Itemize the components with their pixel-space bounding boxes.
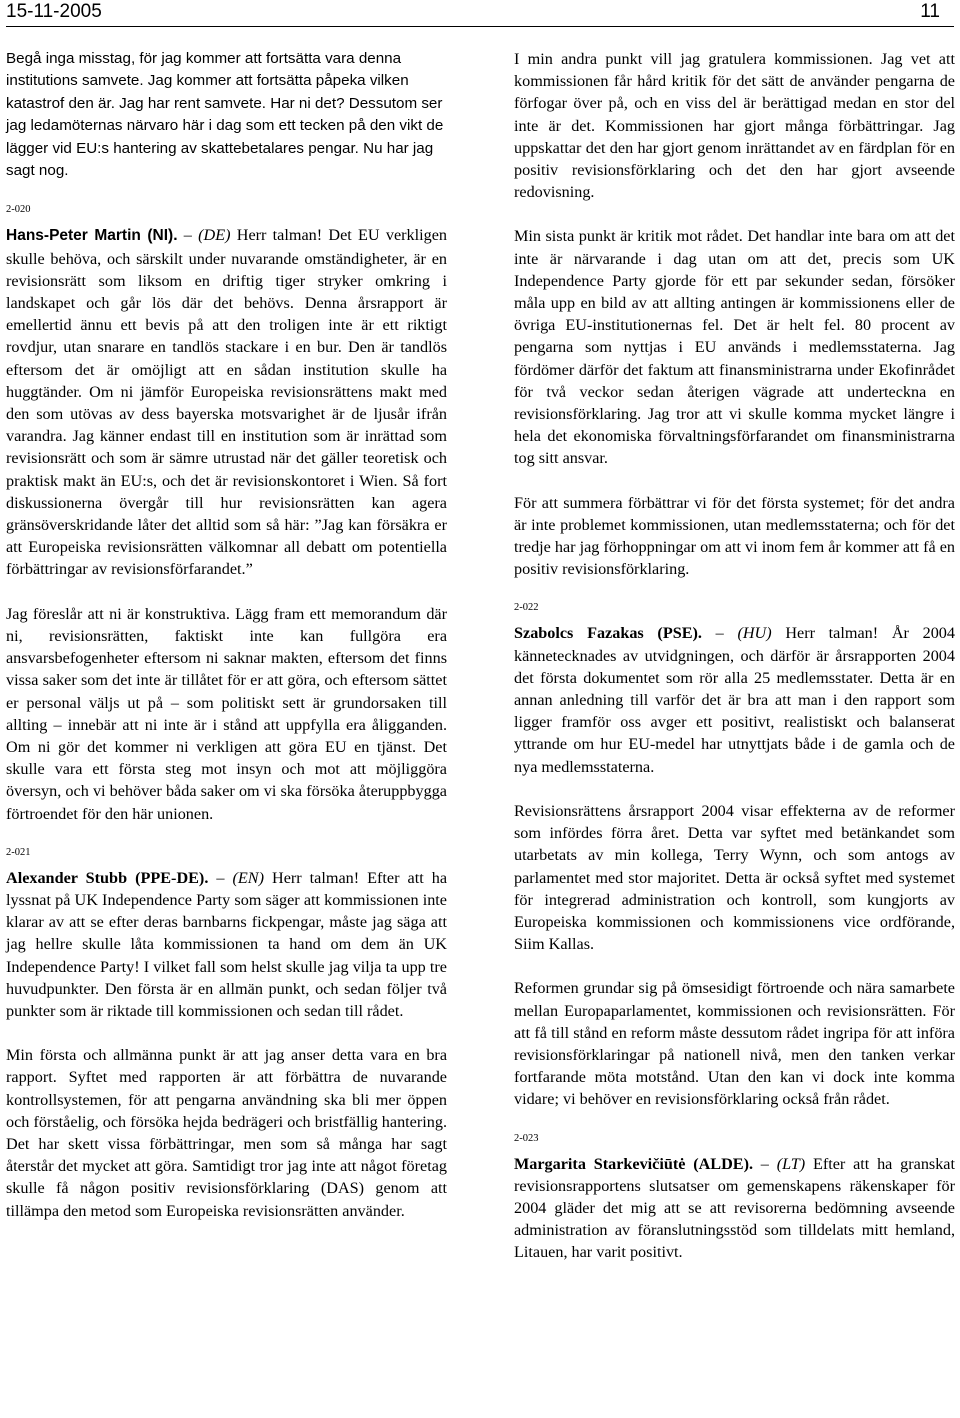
paragraph — [514, 622, 955, 777]
page-date: 15-11-2005 — [6, 1, 102, 22]
item-number: 2-023 — [514, 1132, 539, 1144]
paragraph: Min första och allmänna punkt är att jag anser detta vara en bra rapport. Syftet med rapporten är att förbättra de nuvarande kontrollsystemen, för att pengarna användning ska bli mer öppen och förståelig, och försöka hejda bedrägeri och bristfällig hantering. Det har skett vissa förbättringar, men som så många har sagt återstår det mycket att göra. Samtidigt tror jag inte att något företag skulle få någon positiv revisionsförklaring (DAS) genom att tillämpa den metod som Europeiska revisionsrätten använder. — [6, 1046, 447, 1220]
paragraph: I min andra punkt vill jag gratulera kommissionen. Jag vet att kommissionen får hård kritik för det sätt de använder pengarna de förfogar över på, och en viss del är berättigad medan en stor del inte är det. Kommissionen har gjort många förbättringar. Jag uppskattar det den har gjort genom inrättandet av en färdplan för en positiv revisionsförklaring och det den har gjort avseende redovisning. — [514, 50, 955, 202]
speaker-name: Alexander Stubb (PPE-DE). — [6, 868, 209, 887]
paragraph: För att summera förbättrar vi för det första systemet; för det andra är inte problemet kommissionen, utan medlemsstaterna; och för det tredje har jag förhoppningar om att vi inom fem år kommer att få en positiv revisionsförklaring. — [514, 493, 955, 579]
dash: – — [701, 624, 738, 643]
speech-2-020 — [6, 204, 447, 824]
paragraph: Reformen grundar sig på ömsesidigt förtroende och nära samarbete mellan Europaparlamentet, kommissionen och revisionsrätten. För att få till stånd en reform måste dessutom rådet ingripa för att införa revisionsförklaringar på nationell nivå, men den tanken verkar fortfarande möta motstånd. Utan den kan vi dock inte komma vidare; vi behöver en revisionsförklaring också från rådet. — [514, 979, 955, 1109]
paragraph: Min sista punkt är kritik mot rådet. Det handlar inte bara om att det inte är närvarande i dag utan om att det, precis som UK Independence Party gjorde för ett par sekunder sedan, försöker måla upp en bild av att allting antingen är kommissionens eller de övriga EU-institutionernas fel. Det är helt fel. 80 procent av pengarna som nyttjas i EU används i medlemsstaterna. Jag fördömer därför det faktum att finansministrarna under Ekofinrådet för två veckor sedan återigen vägrade att underteckna en revisionsförklaring. Jag tror att vi skulle komma mycket längre i hela det ekonomiska förvaltningsförfarandet om finansministrarna tog sitt ansvar. — [514, 227, 955, 468]
item-number: 2-022 — [514, 602, 539, 614]
language-code: (HU) — [737, 624, 772, 643]
speaker-name: Szabolcs Fazakas (PSE). — [514, 624, 702, 643]
left-column — [6, 48, 447, 1222]
dash: – — [208, 868, 233, 887]
paragraph: Jag föreslår att ni är konstruktiva. Lägg fram ett memorandum där ni, revisionsrätten, faktiskt inte kan fullgöra era ansvarsbefogenheter eftersom ni saknar makten, eftersom det finns vissa saker som det inte är tillåtet för er att göra, och eftersom sättet er personal väljs ut på – som politiskt sett är grundorsaken till allting – innebär att ni inte är i stånd att uppfylla era åligganden. Om ni gör det kommer ni verkligen att göra EU en tjänst. Det skulle vara ett första steg mot insyn och mot att möjliggöra översyn, och vi behöver båda saker om vi ska försöka återuppbygga förtroendet för den här unionen. — [6, 604, 447, 823]
page-number: 11 — [920, 1, 940, 22]
language-code: (LT) — [776, 1154, 806, 1173]
speech-text: Herr talman! År 2004 kännetecknades av utvidgningen, och därför är årsrapporten 2004 det första dokumentet som rör alla 25 medlemsstater. Detta är en annan anledning till varför det är bra att man i den rapport som ligger framför oss avger ett positivt, realistiskt och balanserat yttrande om hur EU-medel har utnyttjats både i de gamla och de nya medlemsstaterna. — [514, 624, 955, 776]
paragraph — [6, 867, 447, 1022]
speaker-name: Hans-Peter Martin (NI). — [6, 227, 178, 245]
page-header — [6, 0, 954, 27]
speech-text: Efter att ha granskat revisionsrapportens slutsatser om gemenskapens räkenskaper för 2004 gläder det mig att se att revisorerna bedömning avseende administration av föranslutningsstöd som tilldelats mitt hemland, Litauen, har varit positivt. — [514, 1154, 955, 1262]
dash: – — [177, 226, 199, 245]
speech-2-021 — [6, 847, 447, 1222]
language-code: (EN) — [232, 868, 264, 887]
right-column — [514, 48, 955, 1264]
paragraph: Revisionsrättens årsrapport 2004 visar effekterna av de reformer som infördes förra året. Detta var syftet med betänkandet som utarbetats av min kollega, Terry Wynn, och som antogs av parlamentet med stor majoritet. Detta är också syftet med systemet för integrerad administration och kontroll, som kungjorts av Europeiska kommissionen och kommissionens vice ordförande, Siim Kallas. — [514, 801, 955, 954]
speech-2-022 — [514, 602, 955, 1110]
item-number: 2-020 — [6, 204, 31, 216]
dash: – — [753, 1154, 777, 1173]
paragraph — [6, 224, 447, 580]
speech-2-023 — [514, 1133, 955, 1264]
speech-text: Herr talman! Det EU verkligen skulle behöva, och särskilt under nuvarande omständigheter, är en revisionsrätt som liksom en driftig tiger stryker omkring i landskapet och går lös där det behövs. Denna årsrapport är emellertid ännu ett bevis på att den troligen inte är ett riktigt rovdjur, utan snarare en tandlös stackare i en bur. Den är tandlös eftersom det är omöjligt att en sådan institution skulle ha huggtänder. Om ni jämför Europeiska revisionsrättens makt med den som utövas av dess bayerska motsvarighet är de ljusår ifrån varandra. Jag känner endast till en institution som är inrättad som revisionsrätt och som är sämre utrustad när det gäller teoretisk och praktisk makt än EU:s, och det är revisionskontoret i Wien. Så fort diskussionerna övergår till hur revisionsrätten kan agera gränsöverskridande låter det alltid som så här: ”Jag kan försäkra er att Europeiska revisionsrätten välkomnar all debatt om potentiella förbättringar av revisionsförfarandet.” — [6, 226, 447, 579]
speaker-name: Margarita Starkevičiūtė (ALDE). — [514, 1154, 754, 1173]
speech-text: Herr talman! Efter att ha lyssnat på UK Independence Party som säger att kommissionen inte klarar av att se efter deras barnbarns fickpengar, måste jag säga att jag hellre skulle låta kommissionen ta hand om dem än UK Independence Party! I vilket fall som helst skulle jag vilja ta upp tre huvudpunkter. Den första är en allmän punkt, och sedan följer två punkter som är riktade till kommissionen och sedan till rådet. — [6, 868, 448, 1020]
paragraph — [514, 1153, 955, 1264]
item-number: 2-021 — [6, 846, 31, 858]
language-code: (DE) — [198, 226, 231, 245]
paragraph: Begå inga misstag, för jag kommer att fortsätta vara denna institutions samvete. Jag kommer att fortsätta påpeka vilken katastrof den är. Jag har rent samvete. Har ni det? Dessutom ser jag ledamöternas närvaro här i dag som ett tecken på den vikt de lägger vid EU:s hantering av skattebetalares pengar. Nu har jag sagt nog. — [6, 50, 444, 180]
